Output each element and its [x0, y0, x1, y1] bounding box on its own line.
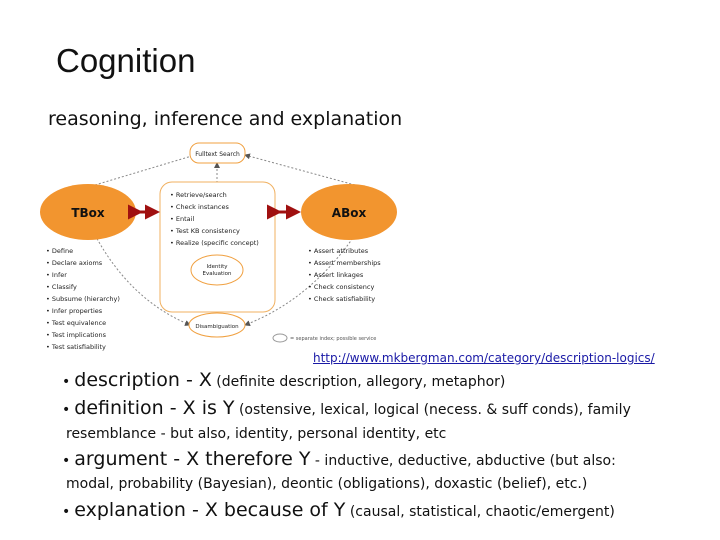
- bullet-dot: •: [62, 504, 71, 520]
- identity-evaluation-node: [191, 255, 243, 285]
- tbox-label: TBox: [71, 206, 105, 220]
- fulltext-search-label: Fulltext Search: [195, 151, 240, 158]
- center-box: [160, 182, 275, 312]
- tbox-item: • Classify: [46, 283, 77, 291]
- abox-node: [301, 184, 397, 240]
- bullet-rest: (definite description, allegory, metaphor): [211, 374, 506, 390]
- bullet-argument: [62, 448, 616, 470]
- bullet-dot: •: [62, 374, 71, 390]
- legend-text: = separate index; possible service: [290, 336, 377, 342]
- slide-subtitle: reasoning, inference and explanation: [48, 108, 403, 130]
- bullet-head: explanation - X because of Y: [74, 499, 346, 521]
- center-item: • Entail: [170, 215, 195, 223]
- abox-item: • Assert attributes: [308, 247, 369, 255]
- tbox-item: • Subsume (hierarchy): [46, 295, 120, 303]
- tbox-item: • Test equivalence: [46, 319, 107, 327]
- fulltext-search-node: [190, 143, 245, 163]
- abox-item: • Assert memberships: [308, 259, 381, 267]
- abox-items-list: [308, 247, 381, 303]
- bullet-head: argument - X therefore Y: [74, 448, 311, 470]
- tbox-item: • Test satisfiability: [46, 343, 106, 351]
- bullet-definition: [62, 397, 631, 419]
- center-item: • Check instances: [170, 203, 229, 211]
- center-item: • Test KB consistency: [170, 227, 240, 235]
- tbox-node: [40, 184, 136, 240]
- diagram-legend: [273, 334, 376, 342]
- abox-item: • Assert linkages: [308, 271, 364, 279]
- tbox-item: • Infer properties: [46, 307, 103, 315]
- bullet-definition-continuation: resemblance - but also, identity, personal identity, etc: [66, 426, 447, 442]
- abox-item: • Check consistency: [308, 283, 375, 291]
- source-link[interactable]: http://www.mkbergman.com/category/description-logics/: [313, 351, 655, 365]
- connector-abox-top: [245, 155, 355, 185]
- tbox-item: • Define: [46, 247, 74, 255]
- bullet-argument-continuation: modal, probability (Bayesian), deontic (obligations), doxastic (belief), etc.): [66, 476, 588, 492]
- bullet-dot: •: [62, 453, 71, 469]
- bullet-rest: (ostensive, lexical, logical (necess. & suff conds), family: [234, 402, 631, 418]
- abox-label: ABox: [331, 206, 367, 220]
- center-item: • Retrieve/search: [170, 191, 227, 199]
- bullet-dot: •: [62, 402, 71, 418]
- bullet-head: description - X: [74, 369, 212, 391]
- bullet-rest: (causal, statistical, chaotic/emergent): [345, 504, 615, 520]
- bullet-description: [62, 369, 505, 391]
- tbox-item: • Test implications: [46, 331, 107, 339]
- center-item: • Realize (specific concept): [170, 239, 259, 247]
- disambiguation-label: Disambiguation: [195, 324, 239, 330]
- bullet-rest: - inductive, deductive, abductive (but also:: [310, 453, 616, 469]
- disambiguation-node: [189, 313, 245, 337]
- identity-label: Identity: [206, 264, 228, 270]
- bullet-head: definition - X is Y: [74, 397, 235, 419]
- tbox-item: • Infer: [46, 271, 67, 279]
- abox-item: • Check satisfiability: [308, 295, 376, 303]
- connector-tbox-top: [95, 155, 195, 185]
- bullet-explanation: [62, 499, 615, 521]
- evaluation-label: Evaluation: [202, 271, 232, 277]
- slide-title: Cognition: [56, 42, 196, 79]
- tbox-items-list: [46, 247, 120, 351]
- tbox-item: • Declare axioms: [46, 259, 103, 267]
